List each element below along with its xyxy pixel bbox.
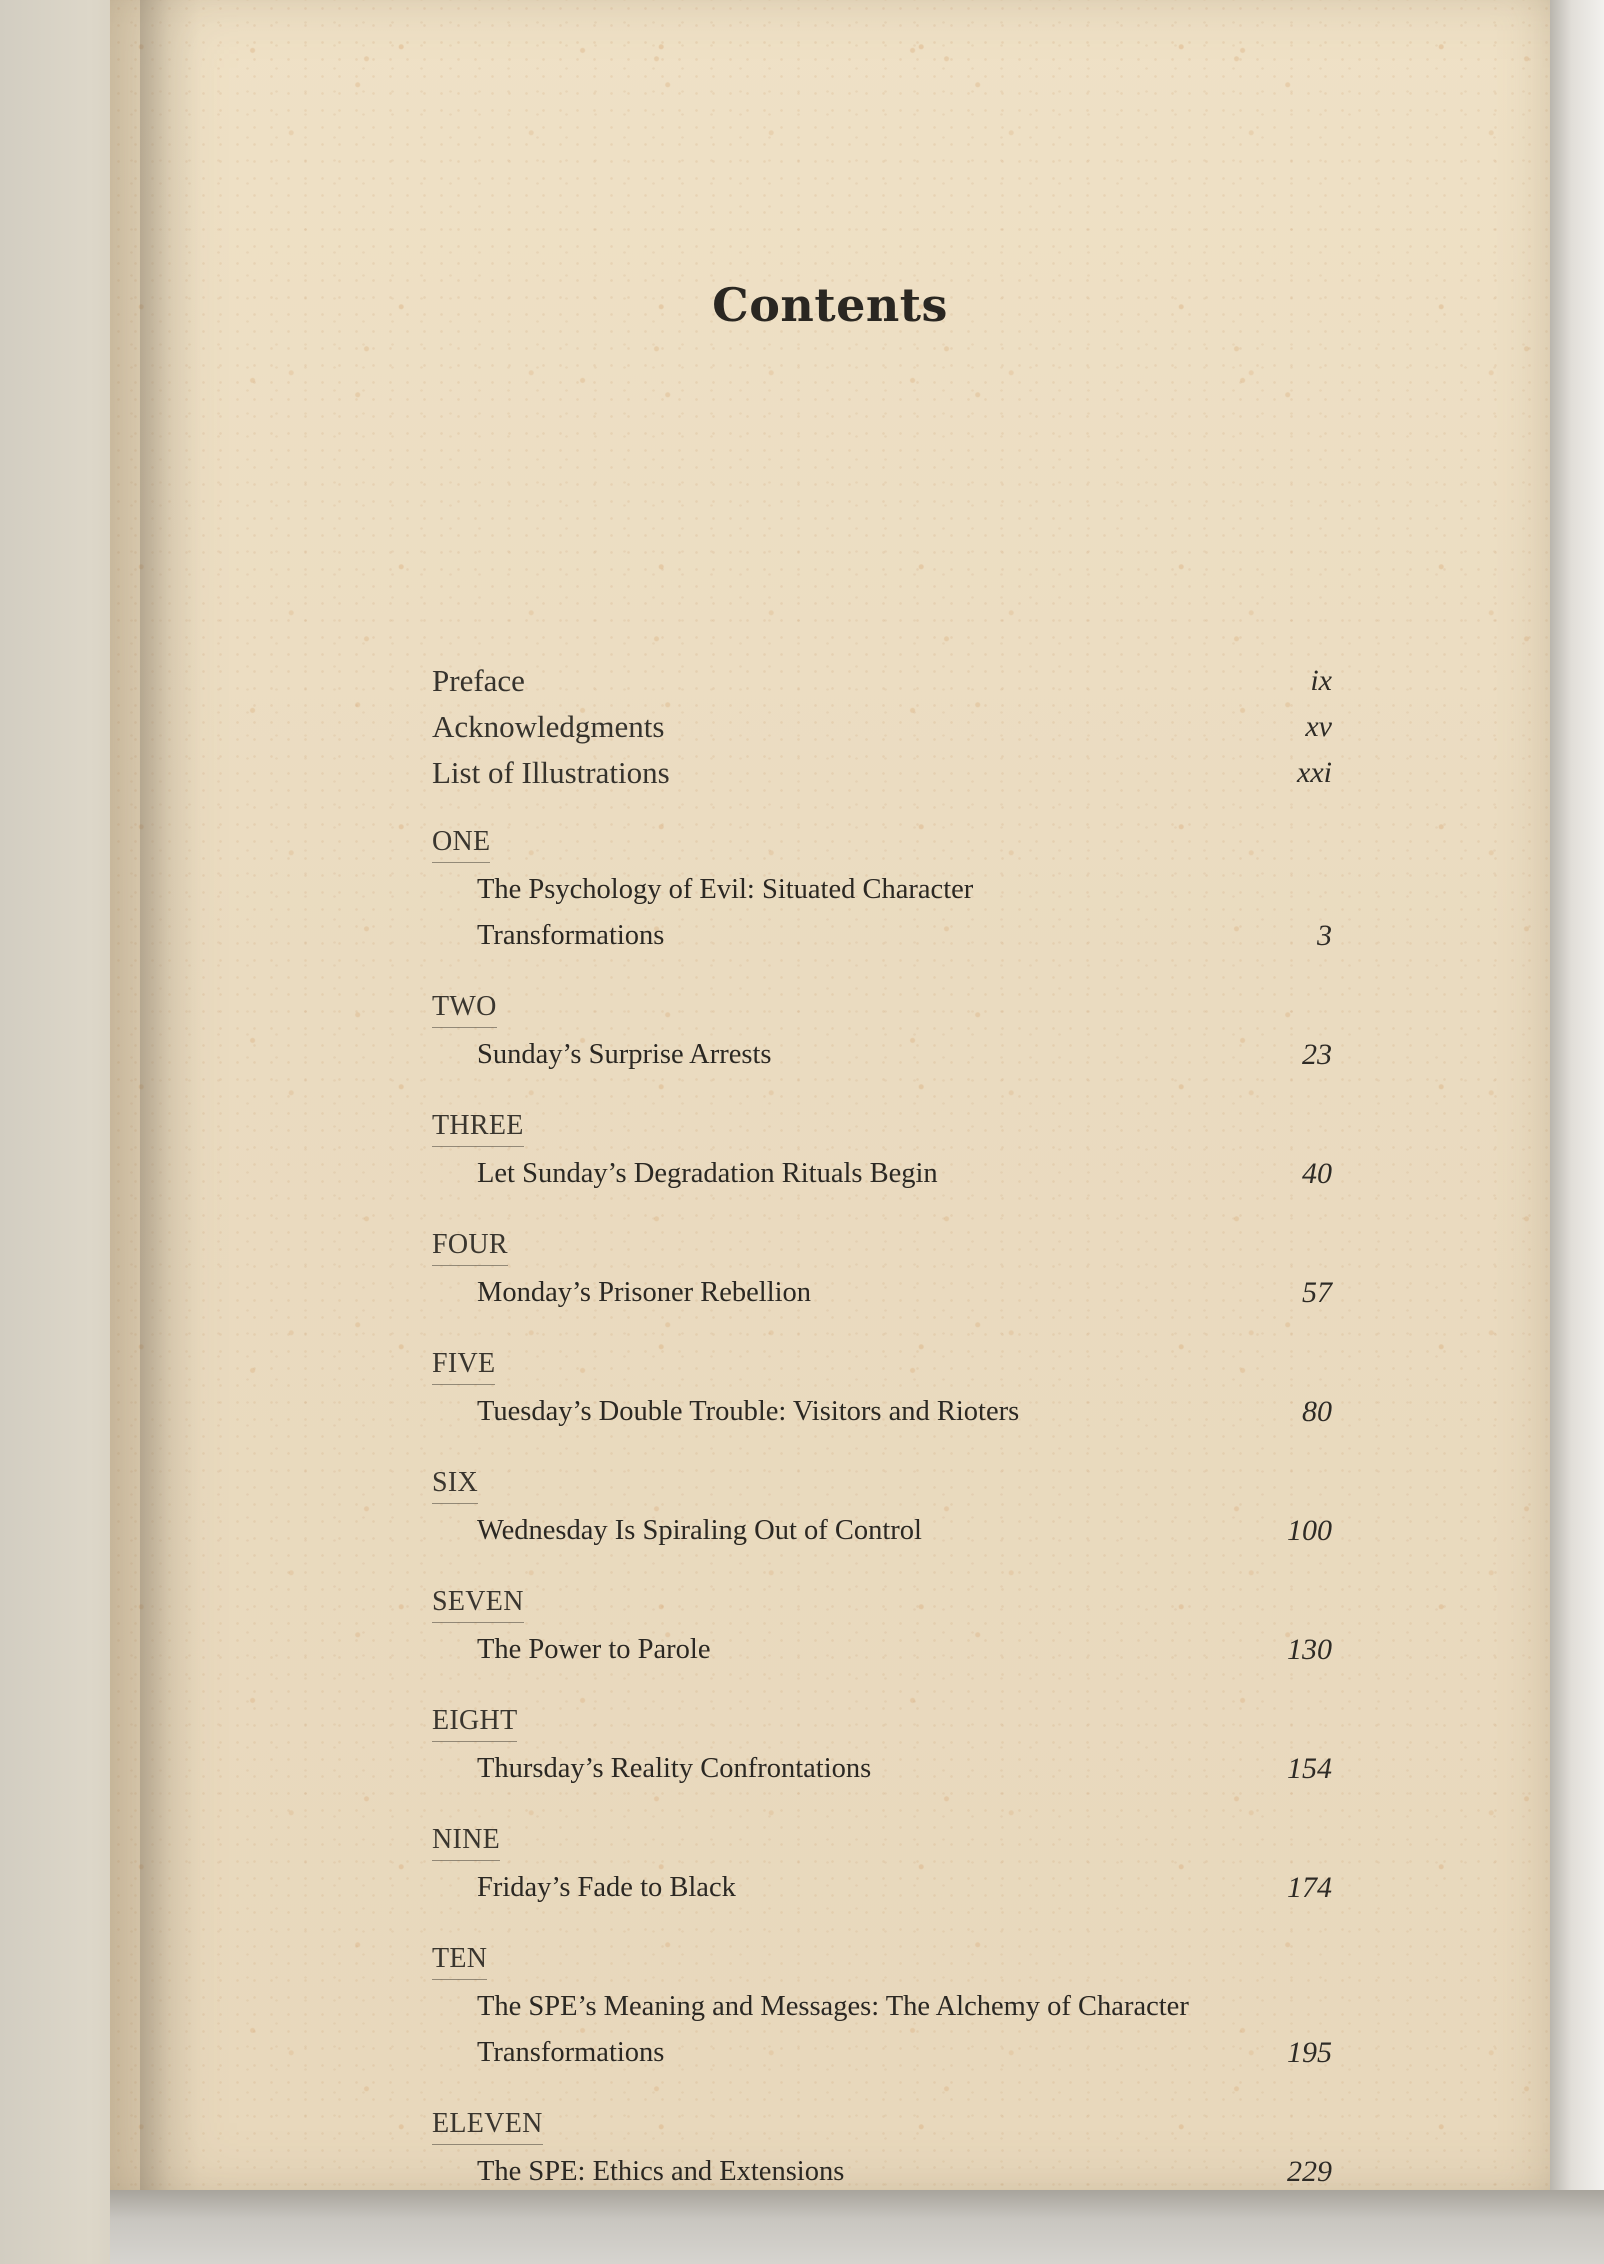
chapter-title-line: Tuesday’s Double Trouble: Visitors and Rioters <box>477 1396 1020 1427</box>
chapter-page-number: 154 <box>1287 1752 1332 1785</box>
chapter-title-line: Transformations <box>477 2037 665 2068</box>
front-matter-list <box>432 658 1332 796</box>
chapter-number: EIGHT <box>432 1701 517 1742</box>
entry-label: Preface <box>432 663 525 698</box>
chapter-title-line: The Power to Parole <box>477 1634 711 1665</box>
chapter-number: TEN <box>432 1939 487 1980</box>
toc-chapter-three[interactable] <box>432 1106 1332 1197</box>
chapter-page-number: 195 <box>1287 2036 1332 2069</box>
chapter-number: ELEVEN <box>432 2104 543 2145</box>
chapter-page-number: 130 <box>1287 1633 1332 1666</box>
toc-chapter-one[interactable] <box>432 822 1332 959</box>
entry-label: Acknowledgments <box>432 709 665 744</box>
toc-chapter-six[interactable] <box>432 1463 1332 1554</box>
page-title: Contents <box>712 278 948 332</box>
toc-chapter-eleven[interactable] <box>432 2104 1332 2195</box>
chapter-title-line: The SPE’s Meaning and Messages: The Alchemy of Character <box>477 1991 1189 2022</box>
page-bottom-edge <box>110 2190 1604 2264</box>
chapter-page-number: 100 <box>1287 1514 1332 1547</box>
chapter-page-number: 3 <box>1317 919 1332 952</box>
chapter-title-line: The Psychology of Evil: Situated Character <box>477 874 974 905</box>
toc-chapter-eight[interactable] <box>432 1701 1332 1792</box>
toc-chapter-seven[interactable] <box>432 1582 1332 1673</box>
entry-label: List of Illustrations <box>432 755 670 790</box>
toc-chapter-ten[interactable] <box>432 1939 1332 2076</box>
table-of-contents <box>432 658 1332 2195</box>
chapter-page-number: 174 <box>1287 1871 1332 1904</box>
chapter-number: SIX <box>432 1463 478 1504</box>
chapter-page-number: 23 <box>1302 1038 1332 1071</box>
toc-chapter-nine[interactable] <box>432 1820 1332 1911</box>
chapter-title-line: The SPE: Ethics and Extensions <box>477 2156 845 2187</box>
chapter-number: ONE <box>432 822 490 863</box>
chapter-number: THREE <box>432 1106 524 1147</box>
toc-entry-list-of-illustrations[interactable] <box>432 750 1332 796</box>
toc-chapter-four[interactable] <box>432 1225 1332 1316</box>
toc-chapter-five[interactable] <box>432 1344 1332 1435</box>
toc-chapter-two[interactable] <box>432 987 1332 1078</box>
chapter-page-number: 57 <box>1302 1276 1332 1309</box>
entry-page-number: ix <box>1310 664 1332 697</box>
chapter-title-line: Transformations <box>477 920 665 951</box>
toc-entry-preface[interactable] <box>432 658 1332 704</box>
chapter-number: FOUR <box>432 1225 508 1266</box>
chapter-title-line: Let Sunday’s Degradation Rituals Begin <box>477 1158 938 1189</box>
chapter-page-number: 80 <box>1302 1395 1332 1428</box>
chapter-title-line: Friday’s Fade to Black <box>477 1872 736 1903</box>
entry-page-number: xv <box>1305 710 1332 743</box>
chapter-title-line: Thursday’s Reality Confrontations <box>477 1753 872 1784</box>
chapter-number: TWO <box>432 987 497 1028</box>
chapter-title-line: Sunday’s Surprise Arrests <box>477 1039 772 1070</box>
chapter-page-number: 229 <box>1287 2155 1332 2188</box>
page-right-edge <box>1550 0 1604 2264</box>
toc-entry-acknowledgments[interactable] <box>432 704 1332 750</box>
entry-page-number: xxi <box>1297 756 1332 789</box>
chapter-title-line: Monday’s Prisoner Rebellion <box>477 1277 812 1308</box>
chapter-title-line: Wednesday Is Spiraling Out of Control <box>477 1515 922 1546</box>
chapter-number: FIVE <box>432 1344 495 1385</box>
chapter-number: SEVEN <box>432 1582 524 1623</box>
chapter-number: NINE <box>432 1820 500 1861</box>
chapter-page-number: 40 <box>1302 1157 1332 1190</box>
